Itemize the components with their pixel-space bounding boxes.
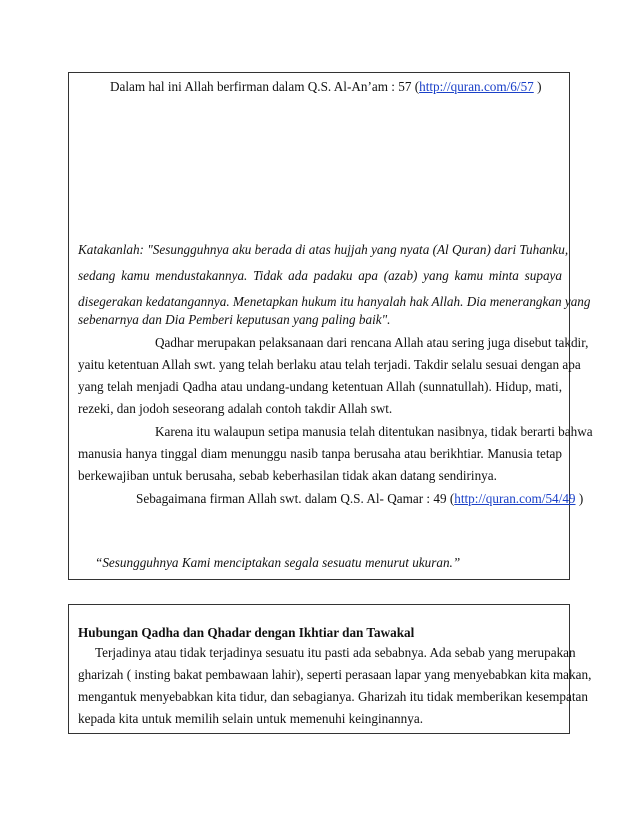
quran-link-54-49[interactable]: http://quran.com/54/49 (454, 491, 576, 506)
quote-line-3: disegerakan kedatangannya. Menetapkan hukum itu hanyalah hak Allah. Dia menerangkan yang (78, 294, 591, 309)
quran-link-6-57[interactable]: http://quran.com/6/57 (419, 79, 534, 94)
section2-line-1: Terjadinya atau tidak terjadinya sesuatu itu pasti ada sebabnya. Ada sebab yang merupakan (95, 645, 576, 660)
intro-suffix: ) (533, 79, 542, 94)
section-heading: Hubungan Qadha dan Qhadar dengan Ikhtiar dan Tawakal (78, 625, 415, 640)
quote-line-2: sedang kamu mendustakannya. Tidak ada padaku apa (azab) yang kamu minta supaya (78, 268, 562, 283)
para2-line-2: manusia hanya tinggal diam menunggu nasib tanpa berusaha atau berikhtiar. Manusia tetap (78, 446, 562, 461)
ref2-suffix: ) (575, 491, 584, 506)
section2-line-3: mengantuk menyebabkan kita tidur, dan sebagianya. Gharizah itu tidak memberikan kesempatan (78, 689, 588, 704)
content-box-hubungan (68, 604, 592, 734)
para1-line-2: yaitu ketentuan Allah swt. yang telah berlaku atau telah terjadi. Takdir selalu sesuai dengan apa (78, 357, 581, 372)
para1-line-1: Qadhar merupakan pelaksanaan dari rencana Allah atau sering juga disebut takdir, (155, 335, 589, 350)
intro-text: Dalam hal ini Allah berfirman dalam Q.S. Al-An’am : 57 ( (110, 79, 420, 94)
intro-line (110, 79, 541, 95)
ref2-text: Sebagaimana firman Allah swt. dalam Q.S. Al- Qamar : 49 ( (136, 491, 455, 506)
para1-line-4: rezeki, dan jodoh seseorang adalah contoh takdir Allah swt. (78, 401, 393, 416)
quote-line-1: Katakanlah: "Sesungguhnya aku berada di atas hujjah yang nyata (Al Quran) dari Tuhanku, (78, 242, 569, 257)
ref2-line (136, 491, 583, 507)
para2-line-1: Karena itu walaupun setipa manusia telah ditentukan nasibnya, tidak berarti bahwa (155, 424, 593, 439)
quote2-line: “Sesungguhnya Kami menciptakan segala sesuatu menurut ukuran.” (95, 555, 461, 570)
para1-line-3: yang telah menjadi Qadha atau undang-undang ketentuan Allah (sunnatullah). Hidup, mati, (78, 379, 562, 394)
section2-line-2: gharizah ( insting bakat pembawaan lahir), seperti perasaan lapar yang menyebabkan kita makan, (78, 667, 592, 682)
quote-line-4: sebenarnya dan Dia Pemberi keputusan yang paling baik". (78, 312, 391, 327)
content-box-qadhar (68, 72, 593, 580)
para2-line-3: berkewajiban untuk berusaha, sebab keberhasilan tidak akan datang sendirinya. (78, 468, 497, 483)
section2-line-4: kepada kita untuk memilih selain untuk memenuhi keinginannya. (78, 711, 423, 726)
